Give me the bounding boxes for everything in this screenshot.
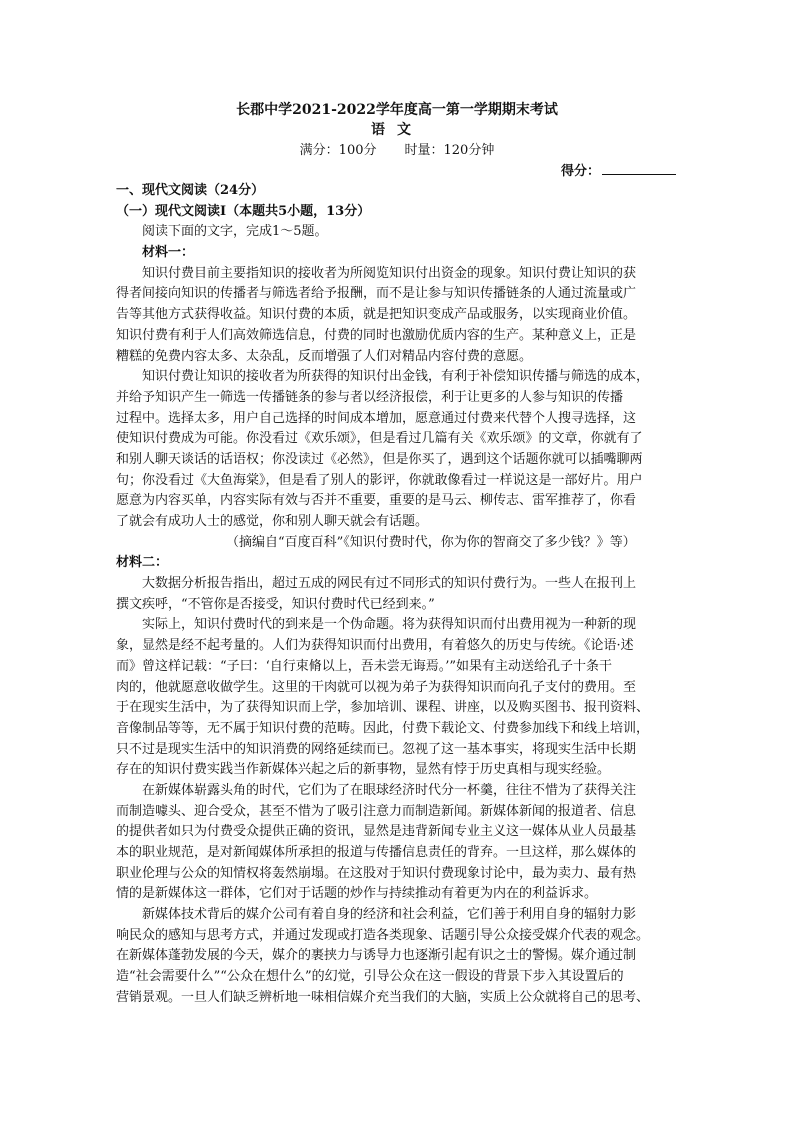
text-line: 和别人聊天谈话的话语权；你没读过《必然》，但是你买了，遇到这个话题你就可以插嘴聊两 [116, 451, 643, 467]
text-line: 大数据分析报告指出，超过五成的网民有过不同形式的知识付费行为。一些人在报刊上 [142, 576, 637, 592]
text-line: 知识付费有利于人们高效筛选信息，付费的同时也激励优质内容的生产。某种意义上，正是 [116, 327, 637, 343]
text-line: 的提供者如只为付费受众提供正确的资讯，显然是违背新闻专业主义这一媒体从业人员最基 [116, 824, 637, 840]
material-one-heading: 材料一： [142, 245, 195, 261]
reading-content [116, 181, 680, 1009]
text-line: 得者间接向知识的传播者与筛选者给予报酬，而不是让参与知识传播链条的人通过流量或广 [116, 286, 637, 302]
text-line: 存在的知识付费实践当作新媒体兴起之后的新事物，显然有悖于历史真相与现实经验。 [116, 762, 611, 778]
text-line: 象，显然是经不起考量的。人们为获得知识而付出费用，有着悠久的历史与传统。《论语·述 [116, 638, 634, 654]
exam-title: 长郡中学2021-2022学年度高一第一学期期末考试 [236, 102, 558, 118]
text-line: 知识付费让知识的接收者为所获得的知识付出金钱，有利于补偿知识传播与筛选的成本， [142, 369, 650, 385]
text-line: 肉的，他就愿意收做学生。这里的干肉就可以视为弟子为获得知识而向孔子支付的费用。至 [116, 679, 637, 695]
text-line: 新媒体技术背后的媒介公司有着自身的经济和社会利益，它们善于利用自身的辐射力影 [142, 907, 637, 923]
source-citation: （摘编自“百度百科”《知识付费时代，你为你的智商交了多少钱？》等） [226, 534, 636, 550]
text-line: 只不过是现实生活中的知识消费的网络延续而已。忽视了这一基本事实，将现实生活中长期 [116, 741, 637, 757]
text-line: 在新媒体蓬勃发展的今天，媒介的裹挟力与诱导力也逐渐引起有识之士的警惕。媒介通过制 [116, 948, 637, 964]
full-score: 满分：100分 [299, 143, 377, 158]
score-blank[interactable] [602, 161, 676, 175]
text-line: 知识付费目前主要指知识的接收者为所阅览知识付出资金的现象。知识付费让知识的获 [142, 265, 637, 281]
text-line: 了就会有成功人士的感觉，你和别人聊天就会有话题。 [116, 514, 429, 529]
material-two-heading: 材料二： [116, 555, 169, 571]
text-line: 实际上，知识付费时代的到来是一个伪命题。将为获得知识而付出费用视为一种新的现 [142, 617, 637, 633]
text-line: 使知识付费成为可能。你没看过《欢乐颂》，但是看过几篇有关《欢乐颂》的文章，你就有了 [116, 431, 643, 447]
text-line: 营销景观。一旦人们缺乏辨析地一味相信媒介充当我们的大脑，实质上公众就将自己的思考、 [116, 989, 650, 1005]
text-line: 音像制品等等，无不属于知识付费的范畴。因此，付费下载论文、付费参加线下和线上培训， [116, 720, 650, 736]
text-line: 撰文疾呼，“不管你是否接受，知识付费时代已经到来。” [116, 596, 435, 612]
score-label: 得分： [561, 164, 601, 179]
section-heading: 一、现代文阅读（24分） [116, 183, 265, 198]
text-line: 于在现实生活中，为了获得知识而上学，参加培训、课程、讲座，以及购买图书、报刊资料、 [116, 700, 650, 716]
score-field [561, 161, 676, 182]
text-line: 情的是新媒体这一群体，它们对于话题的炒作与持续推动有着更为内在的利益诉求。 [116, 886, 598, 902]
text-line: 响民众的感知与思考方式，并通过发现或打造各类现象、话题引导公众接受媒介代表的观念。 [116, 927, 650, 943]
time-limit: 时量：120分钟 [404, 143, 495, 158]
text-line: 愿意为内容买单，内容实际有效与否并不重要，重要的是马云、柳传志、雷军推荐了，你看 [116, 493, 637, 509]
exam-meta [0, 141, 794, 161]
text-line: 本的职业规范，是对新闻媒体所承担的报道与传播信息责任的背弃。一旦这样，那么媒体的 [116, 845, 637, 860]
subject-title: 语文 [371, 122, 423, 138]
text-line: 造“社会需要什么”“公众在想什么”的幻觉，引导公众在这一假设的背景下步入其设置后的 [116, 969, 624, 985]
text-line: 告等其他方式获得收益。知识付费的本质，就是把知识变成产品或服务，以实现商业价值。 [116, 307, 637, 323]
instruction-line: 阅读下面的文字，完成1～5题。 [142, 224, 328, 240]
text-line: 而》曾这样记载：“子曰：‘自行束脩以上，吾未尝无诲焉。’”如果有主动送给孔子十条干 [116, 658, 613, 674]
text-line: 过程中。选择太多，用户自己选择的时间成本增加，愿意通过付费来代替个人搜寻选择，这 [116, 410, 637, 426]
text-line: 职业伦理与公众的知情权将轰然崩塌。在这股对于知识付费现象讨论中，最为卖力、最有热 [116, 865, 637, 881]
text-line: 而制造噱头、迎合受众，甚至不惜为了吸引注意力而制造新闻。新媒体新闻的报道者、信息 [116, 803, 637, 819]
text-line: 在新媒体崭露头角的时代，它们为了在眼球经济时代分一杯羹，往往不惜为了获得关注 [142, 782, 637, 798]
subsection-heading: （一）现代文阅读Ⅰ（本题共5小题，13分） [116, 203, 371, 219]
text-line: 并给予知识产生一筛选一传播链条的参与者以经济报偿，利于让更多的人参与知识的传播 [116, 389, 624, 405]
text-line: 句；你没看过《大鱼海棠》，但是看了别人的影评，你就敢像看过一样说这是一部好片。用户 [116, 472, 643, 488]
text-line: 糟糕的免费内容太多、太杂乱，反而增强了人们对精品内容付费的意愿。 [116, 348, 533, 364]
